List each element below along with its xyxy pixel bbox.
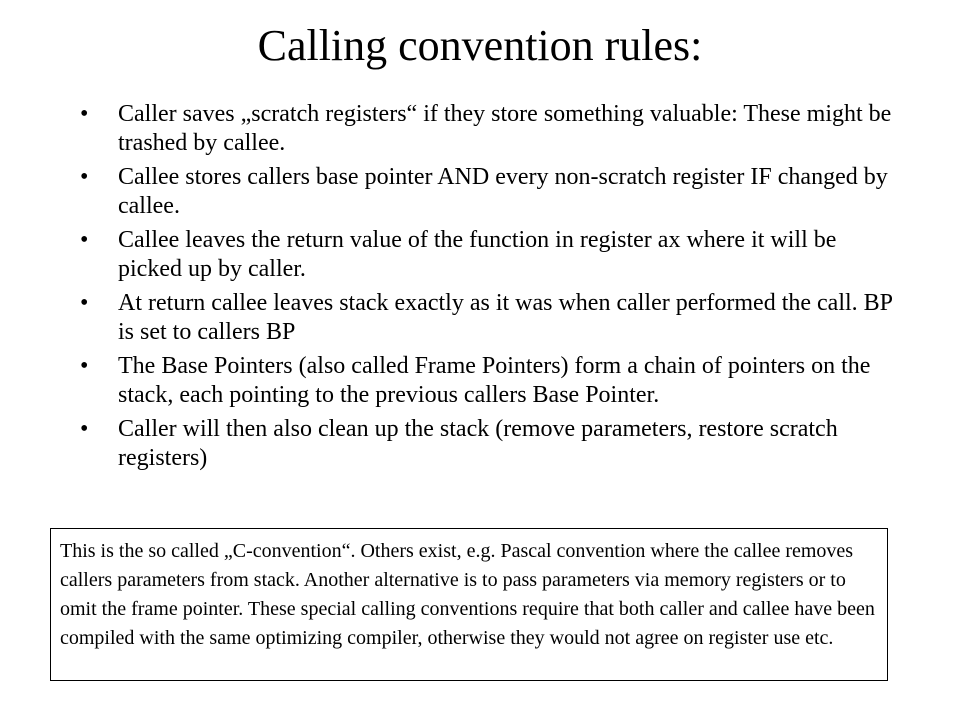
bullet-marker: • (80, 101, 89, 127)
bullet-text: At return callee leaves stack exactly as it was when caller performed the call. BP is set to callers BP (118, 290, 893, 345)
bullet-item (80, 289, 900, 346)
bullet-item (80, 163, 900, 220)
bullet-marker: • (80, 353, 89, 379)
bullet-list (80, 100, 900, 478)
bullet-text: Caller will then also clean up the stack (remove parameters, restore scratch registers) (118, 416, 838, 471)
bullet-text: Caller saves „scratch registers“ if they store something valuable: These might be trashed by callee. (118, 101, 892, 156)
note-text: This is the so called „C-convention“. Others exist, e.g. Pascal convention where the callee removes callers parameters from stack. Another alternative is to pass parameters via memory registers or to omit the frame pointer. These special calling conventions require that both caller and callee have been compiled with the same optimizing compiler, otherwise they would not agree on register use etc. (60, 540, 875, 649)
bullet-marker: • (80, 290, 89, 316)
bullet-item (80, 226, 900, 283)
bullet-marker: • (80, 416, 89, 442)
bullet-item (80, 352, 900, 409)
note-box (50, 528, 888, 681)
bullet-marker: • (80, 227, 89, 253)
bullet-item (80, 100, 900, 157)
slide-title: Calling convention rules: (257, 21, 703, 70)
bullet-text: Callee stores callers base pointer AND every non-scratch register IF changed by callee. (118, 164, 888, 219)
bullet-item (80, 415, 900, 472)
bullet-marker: • (80, 164, 89, 190)
bullet-text: Callee leaves the return value of the function in register ax where it will be picked up by caller. (118, 227, 837, 282)
bullet-text: The Base Pointers (also called Frame Pointers) form a chain of pointers on the stack, each pointing to the previous callers Base Pointer. (118, 353, 871, 408)
